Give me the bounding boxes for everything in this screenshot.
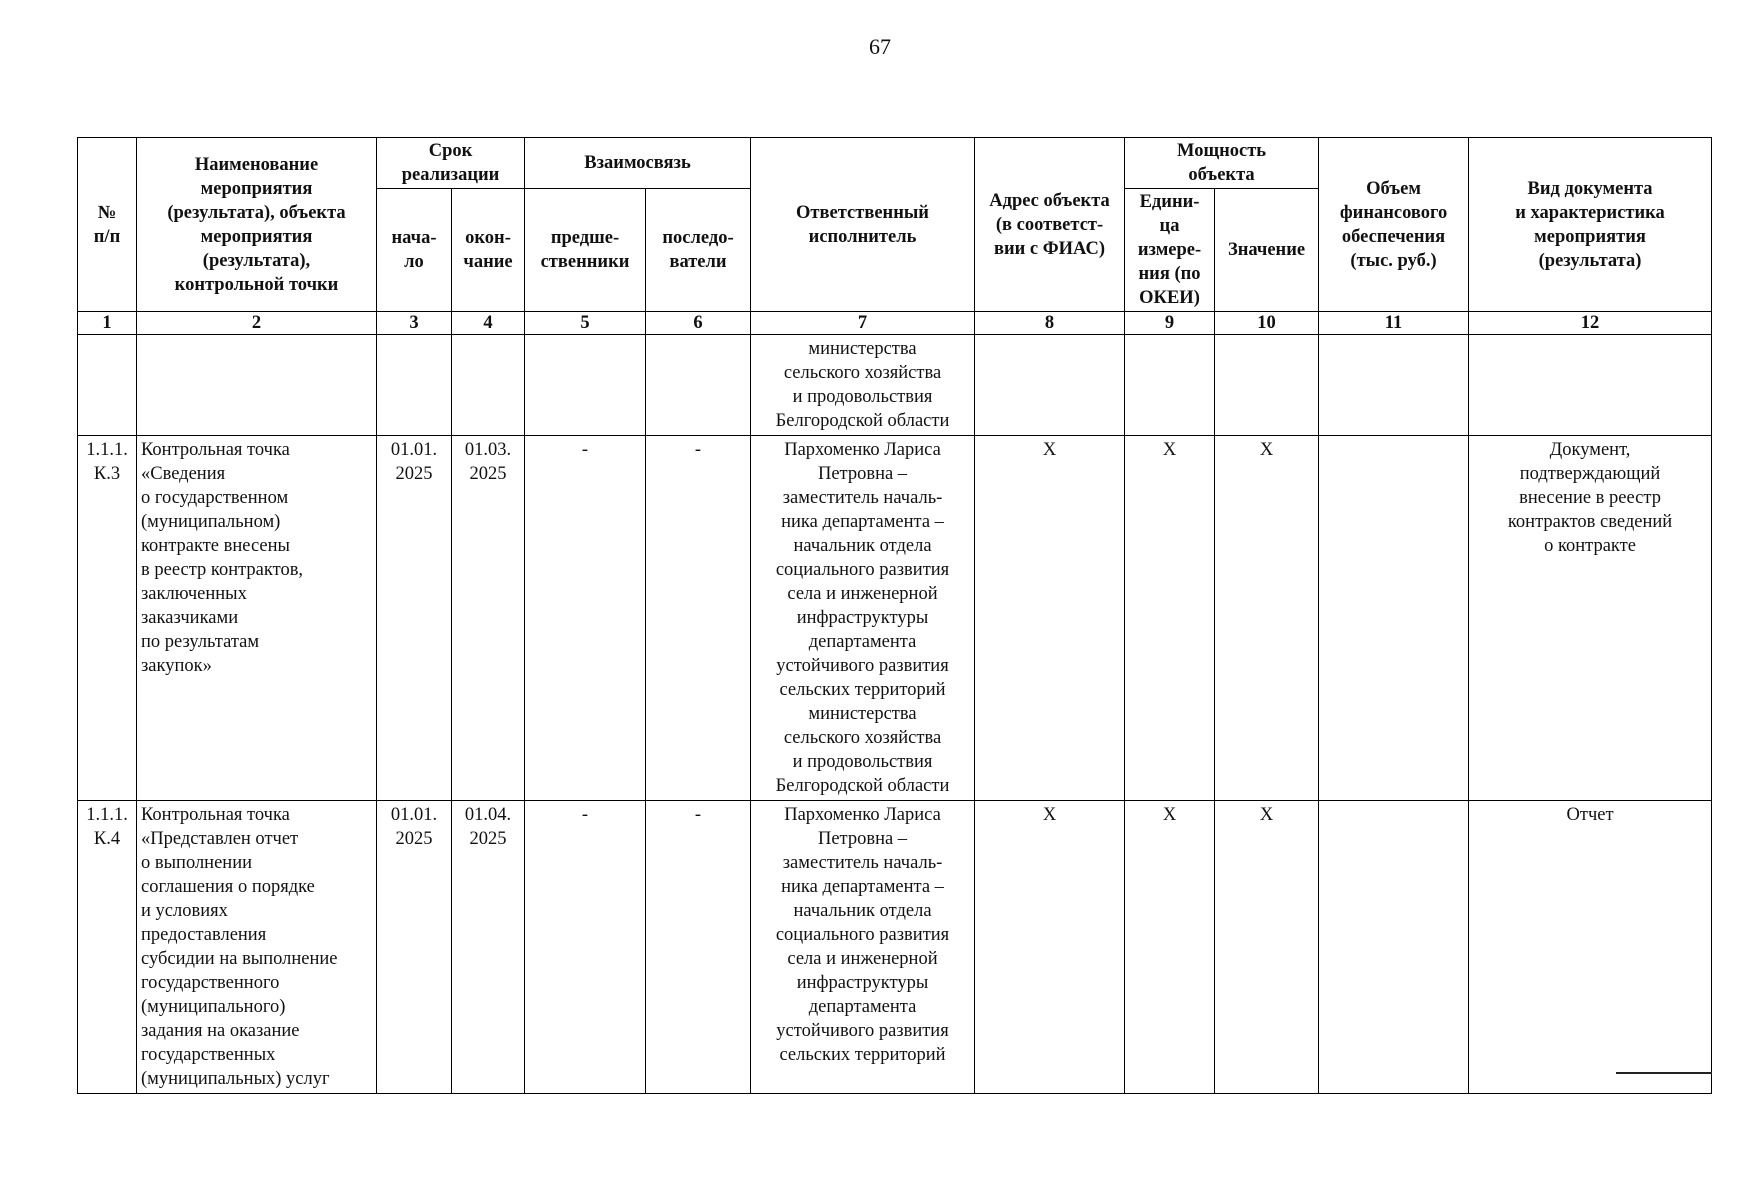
text-line: сельского хозяйства xyxy=(783,728,942,748)
text-line: ца xyxy=(1159,216,1180,236)
text-line: (в соответст- xyxy=(995,214,1104,235)
text-line: субсидии на выполнение xyxy=(141,949,338,969)
text-line: задания на оказание xyxy=(141,1021,300,1041)
text-line: контрактов сведений xyxy=(1507,512,1673,532)
text-line: ния (по xyxy=(1138,264,1201,284)
cell-end xyxy=(452,335,525,436)
text-line: (тыс. руб.) xyxy=(1350,250,1437,271)
text-line: Белгородской области xyxy=(775,411,950,431)
text-line: о государственном xyxy=(141,488,289,508)
column-number: 11 xyxy=(1319,312,1469,335)
text-line: 01.04. xyxy=(464,805,512,825)
text-line: Едини- xyxy=(1139,192,1200,212)
text-line: начальник отдела xyxy=(793,901,932,921)
cell-end xyxy=(452,436,525,801)
text-line: (результата) xyxy=(1538,250,1642,271)
column-number: 7 xyxy=(751,312,975,335)
text-line: мероприятия xyxy=(200,226,313,247)
text-line: Контрольная точка xyxy=(141,805,290,825)
column-number: 6 xyxy=(646,312,751,335)
text-line: предше- xyxy=(550,228,620,248)
cell-value: X xyxy=(1215,801,1319,1094)
column-number: 8 xyxy=(975,312,1125,335)
text-line: Ответственный xyxy=(796,202,929,223)
text-line: вии с ФИАС) xyxy=(994,238,1106,259)
cell-doc xyxy=(1469,436,1712,801)
text-line: К.3 xyxy=(93,464,121,484)
text-line: села и инженерной xyxy=(787,584,938,604)
cell-name xyxy=(137,436,377,801)
text-line: исполнитель xyxy=(808,226,917,247)
text-line: Мощность xyxy=(1176,141,1267,161)
table-row xyxy=(78,801,1712,1094)
cell-funding xyxy=(1319,436,1469,801)
table-header xyxy=(78,138,1712,335)
header-predecessors xyxy=(525,189,646,312)
text-line: заместитель началь- xyxy=(782,488,943,508)
cell-pred: - xyxy=(525,801,646,1094)
text-line: Петровна – xyxy=(817,829,908,849)
text-line: п/п xyxy=(93,226,121,247)
text-line: о выполнении xyxy=(141,853,252,873)
text-line: Отчет xyxy=(1566,805,1614,825)
text-line: мероприятия xyxy=(1534,226,1646,247)
cell-value xyxy=(1215,335,1319,436)
cell-start xyxy=(377,335,452,436)
text-line: нача- xyxy=(391,228,437,248)
header-start xyxy=(377,189,452,312)
cell-succ: - xyxy=(646,436,751,801)
text-line: реализации xyxy=(401,165,500,185)
text-line: Наименование xyxy=(194,154,319,175)
text-line: департамента xyxy=(808,997,917,1017)
text-line: департамента xyxy=(808,632,917,652)
text-line: инфраструктуры xyxy=(796,973,929,993)
text-line: (муниципального) xyxy=(141,997,286,1017)
text-line: ватели xyxy=(669,252,727,272)
text-line: измере- xyxy=(1137,240,1202,260)
cell-end xyxy=(452,801,525,1094)
activities-table xyxy=(77,137,1712,1094)
text-line: Объем xyxy=(1366,178,1421,199)
header-no xyxy=(78,138,137,312)
column-number: 3 xyxy=(377,312,452,335)
text-line: обеспечения xyxy=(1341,226,1446,247)
text-line: социального развития xyxy=(775,925,950,945)
text-line: 01.01. xyxy=(390,440,438,460)
text-line: контракте внесены xyxy=(141,536,290,556)
table-body xyxy=(78,335,1712,1094)
text-line: контрольной точки xyxy=(174,274,339,295)
cell-unit: X xyxy=(1125,801,1215,1094)
text-line: Вид документа xyxy=(1527,178,1653,199)
text-line: 2025 xyxy=(469,829,507,849)
cell-unit: X xyxy=(1125,436,1215,801)
cell-name xyxy=(137,801,377,1094)
text-line: (результата), объекта xyxy=(167,202,346,223)
text-line: государственного xyxy=(141,973,280,993)
text-line: министерства xyxy=(808,339,917,359)
column-number: 9 xyxy=(1125,312,1215,335)
header-unit xyxy=(1125,189,1215,312)
cell-unit xyxy=(1125,335,1215,436)
cell-no xyxy=(78,801,137,1094)
text-line: финансового xyxy=(1339,202,1448,223)
text-line: ника департамента – xyxy=(781,877,944,897)
text-line: подтверждающий xyxy=(1519,464,1661,484)
text-line: К.4 xyxy=(93,829,121,849)
cell-doc xyxy=(1469,801,1712,1094)
text-line: устойчивого развития xyxy=(776,656,949,676)
table-row xyxy=(78,335,1712,436)
text-line: (муниципальном) xyxy=(141,512,281,532)
text-line: окон- xyxy=(465,228,511,248)
header-relation: Взаимосвязь xyxy=(525,138,751,189)
column-number-row xyxy=(78,312,1712,335)
header-funding xyxy=(1319,138,1469,312)
cell-pred xyxy=(525,335,646,436)
text-line: заказчиками xyxy=(141,608,239,628)
header-end xyxy=(452,189,525,312)
cell-address: X xyxy=(975,801,1125,1094)
header-doc-type xyxy=(1469,138,1712,312)
text-line: «Сведения xyxy=(141,464,226,484)
text-line: закупок» xyxy=(141,656,212,676)
text-line: сельского хозяйства xyxy=(783,363,942,383)
text-line: 2025 xyxy=(469,464,507,484)
text-line: 01.01. xyxy=(390,805,438,825)
header-successors xyxy=(646,189,751,312)
table-row xyxy=(78,436,1712,801)
text-line: 01.03. xyxy=(464,440,512,460)
cell-responsible xyxy=(751,335,975,436)
text-line: о контракте xyxy=(1544,536,1636,556)
text-line: 1.1.1. xyxy=(86,805,128,825)
cell-start xyxy=(377,436,452,801)
text-line: Белгородской области xyxy=(775,776,950,796)
text-line: и условиях xyxy=(141,901,228,921)
header-name xyxy=(137,138,377,312)
text-line: сельских территорий xyxy=(779,680,946,700)
text-line: заключенных xyxy=(141,584,247,604)
text-line: и продовольствия xyxy=(792,387,933,407)
text-line: соглашения о порядке xyxy=(141,877,315,897)
text-line: Контрольная точка xyxy=(141,440,290,460)
cell-value: X xyxy=(1215,436,1319,801)
cell-address: X xyxy=(975,436,1125,801)
text-line: внесение в реестр xyxy=(1519,488,1661,508)
cell-succ xyxy=(646,335,751,436)
text-line: ника департамента – xyxy=(781,512,944,532)
text-line: по результатам xyxy=(141,632,260,652)
text-line: ОКЕИ) xyxy=(1139,288,1200,308)
header-value: Значение xyxy=(1215,189,1319,312)
header-period xyxy=(377,138,525,189)
column-number: 1 xyxy=(78,312,137,335)
text-line: ло xyxy=(404,252,424,272)
column-number: 2 xyxy=(137,312,377,335)
text-line: чание xyxy=(463,252,513,272)
text-line: (результата), xyxy=(202,250,311,271)
column-number: 10 xyxy=(1215,312,1319,335)
cell-funding xyxy=(1319,801,1469,1094)
text-line: Петровна – xyxy=(817,464,908,484)
text-line: 2025 xyxy=(395,464,433,484)
page-number: 67 xyxy=(869,34,891,59)
cell-no xyxy=(78,335,137,436)
text-line: Срок xyxy=(428,141,473,161)
text-line: (муниципальных) услуг xyxy=(141,1069,330,1089)
cell-start xyxy=(377,801,452,1094)
text-line: социального развития xyxy=(775,560,950,580)
text-line: Адрес объекта xyxy=(989,190,1110,211)
text-line: инфраструктуры xyxy=(796,608,929,628)
text-line: устойчивого развития xyxy=(776,1021,949,1041)
text-line: объекта xyxy=(1188,165,1255,185)
text-line: Пархоменко Лариса xyxy=(784,805,941,825)
text-line: Документ, xyxy=(1549,440,1631,460)
text-line: ственники xyxy=(540,252,630,272)
text-line: 2025 xyxy=(395,829,433,849)
text-line: министерства xyxy=(808,704,917,724)
text-line: № xyxy=(97,202,117,223)
header-address xyxy=(975,138,1125,312)
header-capacity xyxy=(1125,138,1319,189)
text-line: начальник отдела xyxy=(793,536,932,556)
text-line: «Представлен отчет xyxy=(141,829,299,849)
text-line: в реестр контрактов, xyxy=(141,560,304,580)
cell-responsible xyxy=(751,801,975,1094)
text-line: села и инженерной xyxy=(787,949,938,969)
text-line: и характеристика xyxy=(1515,202,1665,223)
header-responsible xyxy=(751,138,975,312)
column-number: 12 xyxy=(1469,312,1712,335)
text-line: 1.1.1. xyxy=(86,440,128,460)
cell-name xyxy=(137,335,377,436)
cell-pred: - xyxy=(525,436,646,801)
text-line: последо- xyxy=(662,228,734,248)
cell-succ: - xyxy=(646,801,751,1094)
text-line: заместитель началь- xyxy=(782,853,943,873)
cell-address xyxy=(975,335,1125,436)
cell-no xyxy=(78,436,137,801)
cell-responsible xyxy=(751,436,975,801)
text-line: Пархоменко Лариса xyxy=(784,440,941,460)
text-line: сельских территорий xyxy=(779,1045,946,1065)
column-number: 5 xyxy=(525,312,646,335)
text-line: мероприятия xyxy=(200,178,313,199)
cell-funding xyxy=(1319,335,1469,436)
text-line: и продовольствия xyxy=(792,752,933,772)
text-line: государственных xyxy=(141,1045,276,1065)
text-line: предоставления xyxy=(141,925,267,945)
cell-doc xyxy=(1469,335,1712,436)
column-number: 4 xyxy=(452,312,525,335)
scan-mark xyxy=(1616,1072,1712,1074)
